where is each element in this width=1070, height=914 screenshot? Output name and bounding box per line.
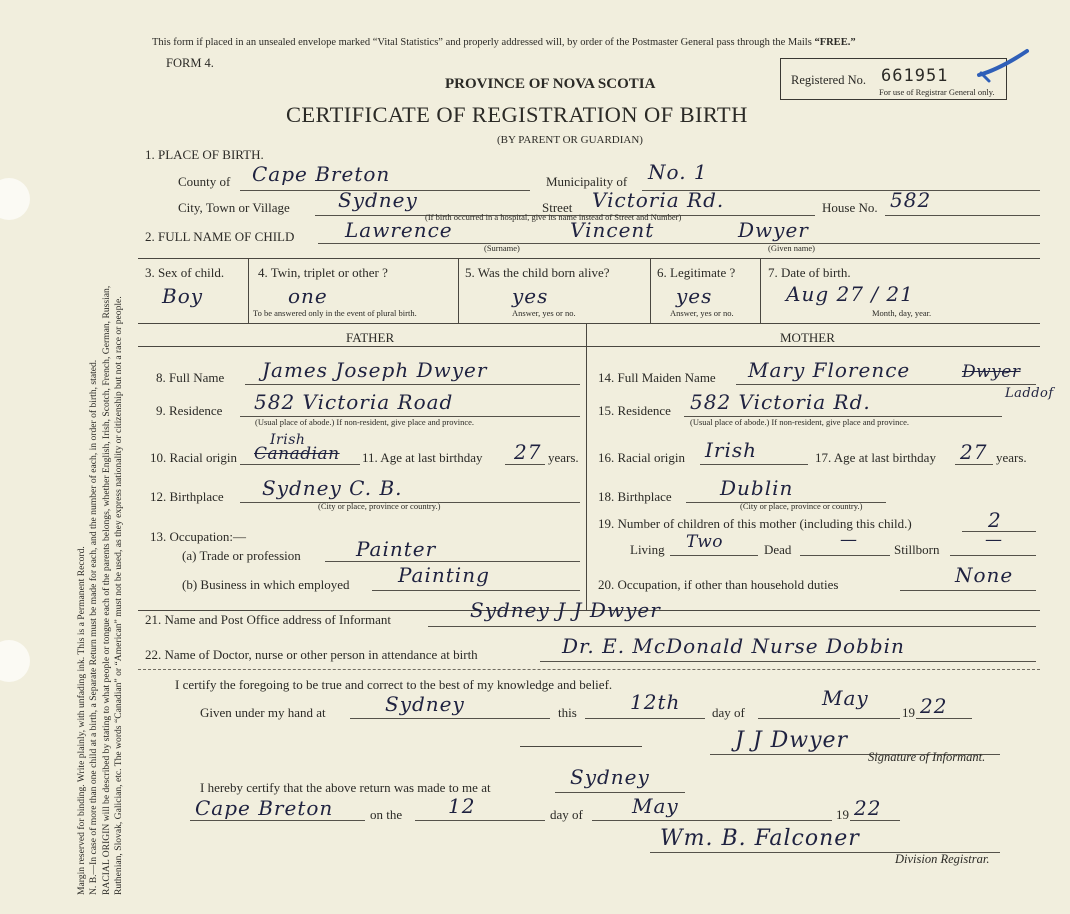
registrar-day-of-label: day of [550,807,583,822]
underline [428,626,1036,627]
father-name-value: James Joseph Dwyer [262,358,488,382]
registrar-signature: Wm. B. Falconer [660,826,860,851]
twin-note: To be answered only in the event of plural birth. [253,308,417,318]
registration-label: Registered No. [791,73,866,87]
mother-stillborn-label: Stillborn [894,542,940,557]
dob-label: 7. Date of birth. [768,265,851,280]
underline [540,661,1036,662]
mother-living-value: Two [686,532,724,552]
certification-year: 22 [920,694,948,718]
page-subtitle: (BY PARENT OR GUARDIAN) [497,134,643,146]
mother-heading: MOTHER [780,330,835,345]
binding-hole [0,640,30,682]
sex-value: Boy [162,284,204,308]
rule [138,323,1040,324]
father-birthplace-label: 12. Birthplace [150,489,224,504]
day-of-label: day of [712,705,745,720]
underline [505,464,545,465]
blue-check-mark [975,45,1035,85]
alive-value: yes [512,284,549,308]
father-residence-value: 582 Victoria Road [254,390,454,414]
rule [520,746,642,747]
child-middle-name: Vincent [570,218,655,242]
mother-occupation-label: 20. Occupation, if other than household duties [598,577,839,592]
given-name-caption: (Given name) [768,243,815,253]
mother-age-label: 17. Age at last birthday [815,450,936,465]
margin-note-line: N. B.—In case of more than one child at a birth, a Separate Return must be made for each, and the number of each, in order of birth, stated. [88,359,100,895]
father-trade-label: (a) Trade or profession [182,548,301,563]
dob-note: Month, day, year. [872,308,932,318]
municipality-label: Municipality of [546,174,628,189]
twin-label: 4. Twin, triplet or other ? [258,265,388,280]
mother-age-value: 27 [960,440,988,464]
registrar-year-prefix: 19 [836,807,849,822]
father-racial-struck: Canadian [254,444,340,464]
mother-birthplace-note: (City or place, province or country.) [740,501,863,511]
underline [190,820,365,821]
hospital-note: (If birth occurred in a hospital, give its name instead of Street and Number) [425,212,682,222]
child-first-name: Lawrence [345,218,453,242]
certification-text: I certify the foregoing to be true and correct to the best of my knowledge and belief. [175,677,613,692]
underline [850,820,900,821]
attendant-value: Dr. E. McDonald Nurse Dobbin [562,634,905,658]
mother-dead-value: — [840,530,858,550]
father-age-value: 27 [514,440,542,464]
underline [240,464,360,465]
this-label: this [558,705,577,720]
underline [592,820,832,821]
underline [950,555,1036,556]
underline [372,590,580,591]
father-residence-note: (Usual place of abode.) If non-resident, give place and province. [255,417,475,427]
underline [585,718,705,719]
underline [900,590,1036,591]
registrar-county: Cape Breton [195,796,334,820]
rule [248,258,249,323]
certification-place: Sydney [385,692,465,716]
county-label: County of [178,174,231,189]
mother-residence-value: 582 Victoria Rd. [690,390,871,414]
informant-signature: J J Dwyer [735,728,849,753]
underline [736,384,1036,385]
city-label: City, Town or Village [178,200,290,215]
mother-racial-value: Irish [705,438,758,462]
underline [245,384,580,385]
father-age-unit: years. [548,450,579,465]
mother-living-label: Living [630,542,665,557]
legitimate-value: yes [676,284,713,308]
registrar-place: Sydney [570,765,650,789]
registrar-day: 12 [448,794,476,818]
municipality-value: No. 1 [648,160,708,184]
alive-label: 5. Was the child born alive? [465,265,610,280]
legitimate-label: 6. Legitimate ? [657,265,736,280]
certification-day: 12th [630,690,681,714]
mother-birthplace-label: 18. Birthplace [598,489,672,504]
father-trade-value: Painter [356,537,437,561]
father-racial-label: 10. Racial origin [150,450,238,465]
rule [138,346,1040,347]
father-birthplace-value: Sydney C. B. [262,476,403,500]
house-label: House No. [822,200,878,215]
underline [758,718,900,719]
county-value: Cape Breton [252,162,391,186]
certification-month: May [822,686,869,710]
rule [458,258,459,323]
father-occupation-label: 13. Occupation:— [150,529,247,544]
father-racial-value: Irish [270,432,306,448]
house-value: 582 [890,188,932,212]
informant-value: Sydney J J Dwyer [470,598,661,622]
father-residence-label: 9. Residence [156,403,223,418]
registration-note: For use of Registrar General only. [879,87,995,97]
street-value: Victoria Rd. [592,188,725,212]
given-under-label: Given under my hand at [200,705,326,720]
rule [138,669,1040,670]
underline [325,561,580,562]
mother-residence-note: (Usual place of abode.) If non-resident, give place and province. [690,417,910,427]
surname-caption: (Surname) [484,243,520,253]
place-of-birth-label: 1. PLACE OF BIRTH. [145,147,264,162]
year-prefix: 19 [902,705,915,720]
margin-notes [76,286,125,895]
binding-hole [0,178,30,220]
underline [955,464,993,465]
mother-racial-label: 16. Racial origin [598,450,686,465]
informant-label: 21. Name and Post Office address of Informant [145,612,391,627]
mother-age-unit: years. [996,450,1027,465]
father-heading: FATHER [346,330,395,345]
registrar-month: May [632,794,679,818]
underline [916,718,972,719]
mother-name-label: 14. Full Maiden Name [598,370,716,385]
father-business-label: (b) Business in which employed [182,577,350,592]
underline [555,792,685,793]
registration-box [780,58,1007,100]
underline [885,215,1040,216]
registration-number: 661951 [881,66,949,86]
father-age-label: 11. Age at last birthday [362,450,483,465]
margin-note-line: Margin reserved for binding. Write plainly, with unfading ink. This is a Permanent Record. [76,546,87,895]
page-title: CERTIFICATE OF REGISTRATION OF BIRTH [286,102,748,127]
registrar-text: I hereby certify that the above return was made to me at [200,780,491,795]
mother-name-value: Mary Florence [748,358,911,382]
registrar-year: 22 [854,796,882,820]
registrar-caption: Division Registrar. [895,852,990,866]
margin-note-line: Ruthenian, Slovak, Galician, etc. The words “Canadian” or “American” must not be used, as they express nationality or citizenship but not a race or people. [112,296,124,895]
twin-value: one [288,284,328,308]
signature-caption: Signature of Informant. [868,750,986,764]
province-heading: PROVINCE OF NOVA SCOTIA [445,76,656,92]
father-name-label: 8. Full Name [156,370,225,385]
form-number: FORM 4. [166,56,214,70]
attendant-label: 22. Name of Doctor, nurse or other person in attendance at birth [145,647,478,662]
underline [415,820,545,821]
father-birthplace-note: (City or place, province or country.) [318,501,441,511]
rule [760,258,761,323]
mother-children-value: 2 [988,508,1002,532]
city-value: Sydney [338,188,418,212]
rule [138,258,1040,259]
mother-occupation-value: None [955,563,1014,587]
underline [700,464,808,465]
rule [650,258,651,323]
rule [586,323,587,610]
margin-note-line: RACIAL ORIGIN will be described by stating to what people or tongue each of the parents belongs, whether English, Irish, Scotch, French, German, Russian, [100,285,112,895]
child-surname: Dwyer [738,218,809,242]
underline [350,718,550,719]
dob-value: Aug 27 / 21 [786,282,914,306]
mother-name-added: Laddof [1005,386,1054,401]
underline [670,555,758,556]
on-the-label: on the [370,807,403,822]
postal-note: This form if placed in an unsealed envelope marked “Vital Statistics” and properly addressed will, by order of the Postmaster General pass through the Mails “FREE.” [152,37,856,48]
mother-dead-label: Dead [764,542,792,557]
mother-name-struck: Dwyer [962,362,1021,382]
mother-residence-label: 15. Residence [598,403,671,418]
alive-note: Answer, yes or no. [512,308,576,318]
child-name-label: 2. FULL NAME OF CHILD [145,229,295,244]
underline [800,555,890,556]
sex-label: 3. Sex of child. [145,265,225,280]
father-business-value: Painting [398,563,490,587]
underline [318,243,1040,244]
mother-stillborn-value: — [985,530,1003,550]
mother-birthplace-value: Dublin [720,476,794,500]
mother-children-label: 19. Number of children of this mother (including this child.) [598,516,912,531]
legitimate-note: Answer, yes or no. [670,308,734,318]
street-label: Street [542,200,573,215]
